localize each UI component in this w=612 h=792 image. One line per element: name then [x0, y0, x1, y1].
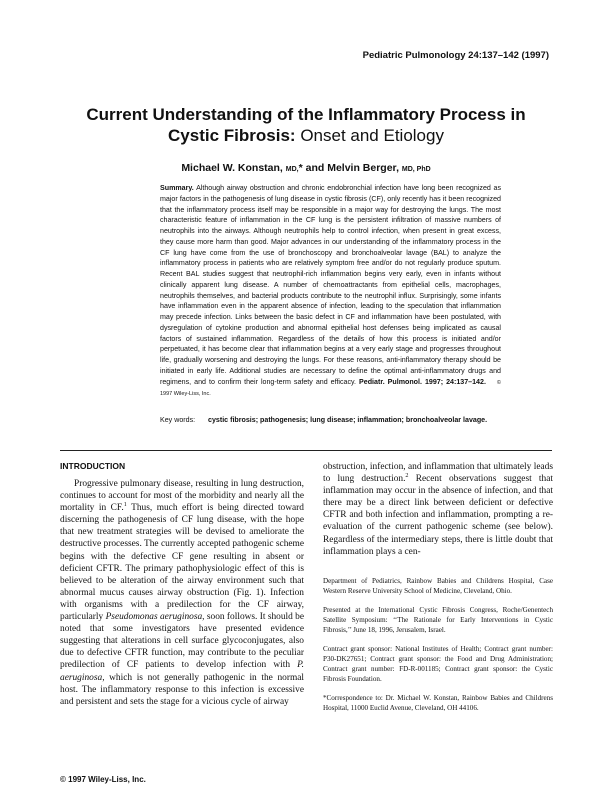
correspondence-mark: *: [298, 162, 303, 174]
intro-right-text-a: obstruction, infection, and inflammation that ultimately leads to lung destruction.: [323, 462, 553, 485]
title-main: Current Understanding of the Inflammatory Process in Cystic Fibrosis:: [86, 105, 526, 145]
introduction-heading: INTRODUCTION: [60, 461, 126, 471]
keywords-label: Key words:: [160, 416, 196, 424]
footnote-correspondence: *Correspondence to: Dr. Michael W. Konstan, Rainbow Babies and Childrens Hospital, 11000 Euclid Avenue, Cleveland, OH 44106.: [323, 693, 553, 712]
article-title: [60, 104, 552, 146]
introduction-continued: [323, 461, 553, 558]
author-line: [60, 162, 552, 174]
footnotes: [323, 570, 553, 713]
author-2-name: Melvin Berger,: [327, 162, 399, 174]
title-subtitle: Onset and Etiology: [300, 126, 444, 145]
abstract-label: Summary.: [160, 184, 194, 192]
organism-name: Pseudomonas aeruginosa,: [105, 612, 205, 623]
keywords-text: cystic fibrosis; pathogenesis; lung disease; inflammation; bronchoalveolar lavage.: [208, 416, 488, 424]
author-2-degree: MD, PhD: [401, 166, 431, 173]
left-column: [60, 461, 304, 708]
intro-right-text-b: Recent observations suggest that inflammation may occur in the absence of infection, and that there may be a direct link between deficient or defective CFTR and both infection and inflammation, prompting a re-evaluation of the current pathogenic scheme (see below). Regardless of the intermediary steps, there is little doubt that inflammation plays a cen-: [323, 474, 553, 557]
right-column: [323, 461, 553, 722]
introduction-paragraph: [60, 478, 304, 708]
footnote-presented: Presented at the International Cystic Fibrosis Congress, Roche/Genentech Satellite Symposium: ‘‘The Rationale for Early Interventions in Cystic Fibrosis,’’ June 18, 1996, Jerusalem, Israel.: [323, 605, 553, 634]
organism-name-short: P. aeruginosa,: [60, 660, 304, 683]
reference-2: 2: [405, 472, 409, 479]
section-divider: [60, 450, 552, 451]
footer-copyright: © 1997 Wiley-Liss, Inc.: [60, 775, 146, 784]
journal-citation: Pediatric Pulmonology 24:137–142 (1997): [362, 50, 549, 61]
author-conjunction: and: [305, 162, 325, 174]
author-1-name: Michael W. Konstan,: [181, 162, 283, 174]
intro-text-b: Thus, much effort is being directed toward discerning the pathogenesis of CF lung disease, with the hope that new treatment strategies will be devised to ameliorate the destructive processes. The currently accepted pathogenic scheme begins with the defective CF gene resulting in absent or deficient CFTR. The primary pathophysiologic effect of this is believed to be alteration of the airway environment such that abnormal mucus causes airway obstruction (Fig. 1). Infection with organisms with a predilection for the CF airway, particularly: [60, 503, 304, 623]
intro-text-d: which is not generally pathogenic in the normal host. The inflammatory response to this infection is excessive and persistent and sets the stage for a vicious cycle of airway: [60, 672, 304, 707]
abstract-text: Although airway obstruction and chronic endobronchial infection have long been recognized as major factors in the pathogenesis of lung disease in cystic fibrosis (CF), only recently has it been recognized that the inflammatory process itself may be responsible in a major way for destroying the lungs. The most characteristic feature of inflammation in the CF lung is the persistent infiltration of massive numbers of neutrophils into the airways. Although neutrophils help to control infection, when present in great excess, they cause more harm than good. Major advances in our understanding of the inflammatory process in the CF lung have come from the use of bronchoscopy and bronchoalveolar lavage (BAL) to analyze the inflammatory process in patients who are relatively symptom free and/or do not regularly produce sputum. Recent BAL studies suggest that neutrophil-rich inflammation begins very early, even in infants without clinically apparent lung disease. A number of chemoattractants from epithelial cells, macrophages, neutrophils themselves, and bacterial products contribute to the neutrophil influx. Surprisingly, some infants have inflammation even in the apparent absence of infection, leading to the speculation that inflammation may precede infection. Links between the basic defect in CF and inflammation have been postulated, with dysregulation of cytokine production and abnormal epithelial host defenses being implicated as causal factors of sustained inflammation. Regardless of the details of how this process is initiated and/or perpetuated, it has become clear that inflammation begins at a very early stage and progresses throughout life, gradually worsening and destroying the lungs. For these reasons, anti-inflammatory therapy should be initiated in early life. Additional studies are necessary to define the optimal anti-inflammatory drugs and regimens, and to confirm their long-term safety and efficacy.: [160, 184, 501, 386]
abstract-citation: Pediatr. Pulmonol. 1997; 24:137–142.: [359, 377, 486, 386]
intro-text-c: soon follows. It should be noted that some investigators have presented evidence suggesting that alterations in cell surface glycoconjugates, also due to defective CFTR function, may contribute to the peculiar predilection of CF patients to develop infection with: [60, 612, 305, 671]
author-1-degree: MD,: [285, 166, 299, 173]
footnote-department: Department of Pediatrics, Rainbow Babies and Childrens Hospital, Case Western Reserve University School of Medicine, Cleveland, Ohio.: [323, 576, 553, 595]
keywords: [160, 415, 501, 426]
intro-text-a: Progressive pulmonary disease, resulting in lung destruction, continues to account for most of the morbidity and nearly all the mortality in CF.: [60, 479, 304, 514]
abstract-copyright: © 1997 Wiley-Liss, Inc.: [160, 379, 501, 398]
reference-1: 1: [123, 502, 127, 509]
abstract: [160, 183, 501, 400]
footnote-grants: Contract grant sponsor: National Institutes of Health; Contract grant number: P30-DK27651; Contract grant sponsor: the Food and Drug Administration; Contract grant number: FD-R-001185; Contract grant sponsor: the Cystic Fibrosis Foundation.: [323, 644, 553, 683]
